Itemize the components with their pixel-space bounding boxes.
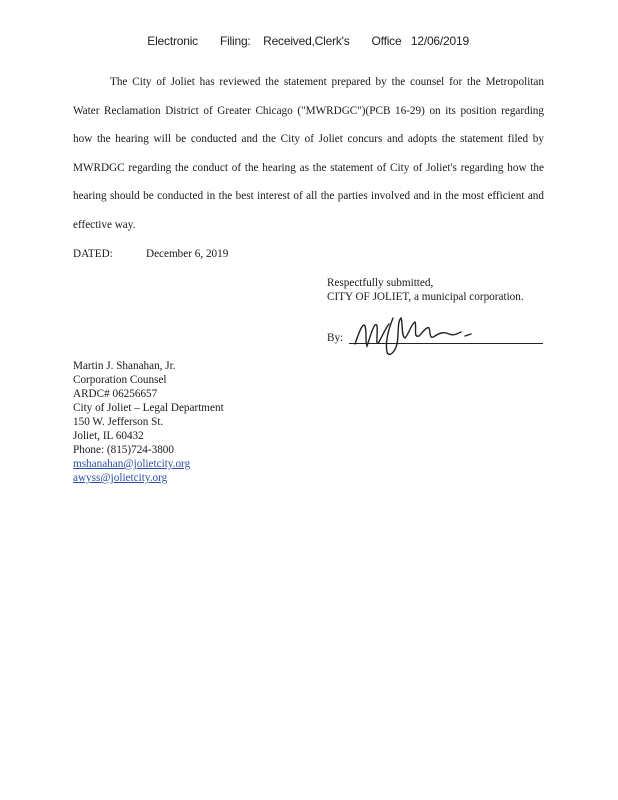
counsel-title: Corporation Counsel [73, 374, 167, 386]
dated-line [73, 248, 228, 260]
signature-block [327, 277, 524, 304]
counsel-phone: Phone: (815)724-3800 [73, 444, 174, 456]
header-electronic: Electronic [147, 34, 198, 48]
header-filing: Filing: [219, 34, 251, 48]
entity-text: CITY OF JOLIET, a municipal corporation. [327, 290, 524, 303]
statement-paragraph: The City of Joliet has reviewed the statement prepared by the counsel for the Metropolitan Water Reclamation District of Greater Chicago ("MWRDGC")(PCB 16-29) on its position regarding how the hearing will be conducted and the City of Joliet concurs and adopts the statement filed by MWRDGC regarding the conduct of the hearing as the statement of City of Joliet's regarding how the hearing should be conducted in the best interest of all the parties involved and in the most efficient and effective way. [73, 76, 544, 231]
email-link-awyss[interactable]: awyss@jolietcity.org [73, 472, 168, 484]
counsel-ardc: ARDC# 06256657 [73, 388, 158, 400]
counsel-name: Martin J. Shanahan, Jr. [73, 360, 176, 372]
counsel-street: 150 W. Jefferson St. [73, 416, 164, 428]
counsel-city: Joliet, IL 60432 [73, 430, 144, 442]
filing-stamp-header [141, 20, 469, 48]
handwritten-signature [353, 312, 483, 360]
signature-line [327, 312, 547, 362]
header-office: Office [371, 34, 402, 48]
dated-label: DATED: [73, 248, 113, 260]
email-link-mshanahan[interactable]: mshanahan@jolietcity.org [73, 458, 191, 470]
dated-value: December 6, 2019 [146, 248, 229, 260]
counsel-contact-block [73, 359, 224, 485]
counsel-department: City of Joliet – Legal Department [73, 402, 224, 414]
header-date: 12/06/2019 [410, 34, 469, 48]
header-received: Received,Clerk's [263, 34, 350, 48]
closing-text: Respectfully submitted, [327, 277, 434, 289]
by-label: By: [327, 332, 344, 344]
